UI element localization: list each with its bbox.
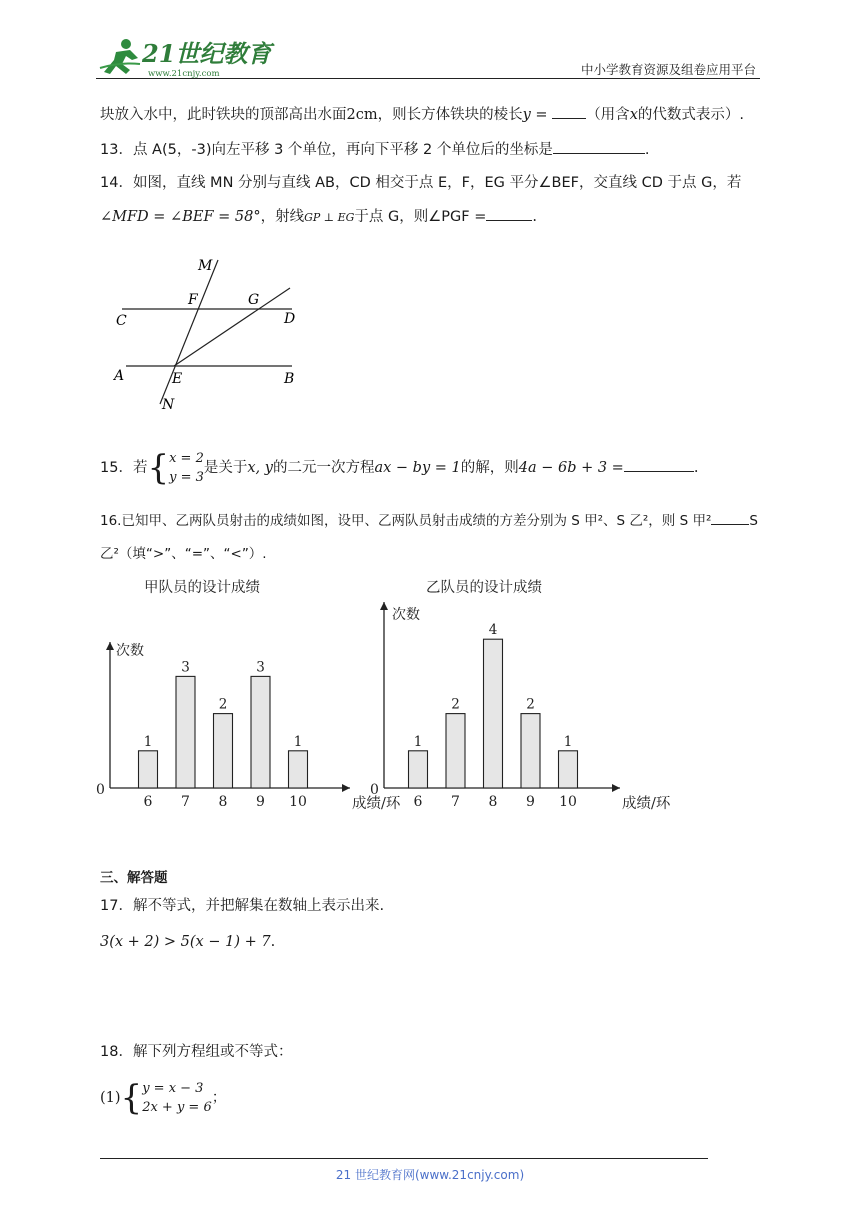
chart1-tick-6: 6 [143,794,153,810]
chart1-bar-value-8: 2 [218,696,228,713]
chart2-y-axis-arrow [380,602,388,610]
q14-line2: ∠MFD = ∠BEF = 58°，射线GP ⊥ EG于点 G，则∠PGF = . [100,206,537,228]
chart2-bar-10 [559,751,578,788]
chart2-tick-6: 6 [413,794,423,810]
label-b: B [284,371,295,387]
logo-url: www.21cnjy.com [148,69,220,79]
q14-line1: 14．如图，直线 MN 分别与直线 AB，CD 相交于点 E，F，EG 平分∠BEF，交直线 CD 于点 G，若 [100,175,742,191]
chart1-tick-9: 9 [256,794,265,810]
chart1-y-label: 次数 [116,643,144,659]
q14-answer-blank[interactable] [486,206,532,221]
chart2-bar-value-10: 1 [563,733,573,750]
chart1-bar-value-10: 1 [293,733,303,750]
chart1-tick-8: 8 [218,794,228,810]
chart1-x-axis-arrow [342,784,350,792]
chart1-tick-10: 10 [289,794,307,810]
q16-line1: 16.已知甲、乙两队员射击的成绩如图，设甲、乙两队员射击成绩的方差分别为 S 甲²、S 乙²，则 S 甲² S [100,510,758,531]
label-a: A [114,368,125,384]
label-m: M [198,258,213,274]
chart2-bar-6 [409,751,428,788]
chart1-tick-7: 7 [181,794,190,810]
chart2-title: 乙队员的设计成绩 [426,580,542,596]
label-c: C [116,313,127,329]
label-e: E [172,371,183,387]
chart2-bar-8 [484,639,503,788]
q15: 15．若{x = 2 y = 3是关于x, y的二元一次方程ax − by = 1的解，则4a − 6b + 3 = . [100,448,699,488]
q13-answer-blank[interactable] [553,139,645,154]
label-n: N [162,397,175,413]
chart2-bar-7 [446,714,465,788]
chart1-x-label: 成绩/环 [352,796,401,812]
section-title: 三、解答题 [100,870,168,886]
chart2-y-label: 次数 [392,607,420,623]
site-logo [96,34,272,80]
chart1-bar-10 [289,751,308,788]
q16-answer-blank[interactable] [711,510,749,525]
chart1-bar-6 [139,751,158,788]
chart2-bar-9 [521,714,540,788]
q16-bar-charts [96,572,671,822]
label-f: F [188,292,198,308]
chart1-y-axis-arrow [106,642,114,650]
q13: 13．点 A(5，-3)向左平移 3 个单位，再向下平移 2 个单位后的坐标是 . [100,139,649,160]
chart1-bar-7 [176,676,195,788]
q18-system: y = x − 3 2x + y = 6 [142,1081,212,1115]
chart1-bar-value-7: 3 [181,659,190,676]
q15-system: x = 2 y = 3 [169,451,204,485]
chart1-bar-8 [214,714,233,788]
q18-part1: (1){y = x − 3 2x + y = 6； [100,1078,227,1118]
chart1-title: 甲队员的设计成绩 [144,580,260,596]
q14-geometry-figure [108,252,308,412]
q12-tail: 块放入水中，此时铁块的顶部高出水面2cm，则长方体铁块的棱长y = （用含x的代数式表示）. [100,104,744,125]
footer-divider [100,1158,708,1159]
chart2-bar-value-7: 2 [451,696,460,713]
q12-answer-blank[interactable] [552,104,586,119]
chart2-x-axis-arrow [612,784,620,792]
chart1-bar-value-6: 1 [143,733,153,750]
chart2-bar-value-8: 4 [488,622,498,639]
q17-text: 17．解不等式，并把解集在数轴上表示出来. [100,898,385,914]
label-d: D [284,311,296,327]
chart1-origin-label: 0 [96,782,105,798]
q18-text: 18．解下列方程组或不等式： [100,1044,293,1060]
logo-text: 21世纪教育 [142,39,272,68]
chart1-bar-value-9: 3 [256,659,265,676]
chart2-tick-9: 9 [526,794,535,810]
chart2-tick-8: 8 [488,794,498,810]
platform-title: 中小学教育资源及组卷应用平台 [580,62,756,77]
logo-graphic [96,34,272,80]
chart2-bar-value-6: 1 [413,733,423,750]
chart2-tick-10: 10 [559,794,577,810]
q15-answer-blank[interactable] [624,457,694,472]
chart2-tick-7: 7 [451,794,460,810]
q17-expr: 3(x + 2) > 5(x − 1) + 7. [100,934,276,950]
chart1-bar-9 [251,676,270,788]
label-g: G [248,292,260,308]
q16-line2: 乙²（填“>”、“=”、“<”）. [100,546,267,562]
line-mn [160,260,218,404]
chart2-x-label: 成绩/环 [622,796,671,812]
header-divider [96,78,760,79]
chart2-bar-value-9: 2 [526,696,535,713]
chart2-origin-label: 0 [370,782,379,798]
footer-text: 21 世纪教育网(www.21cnjy.com) [335,1168,525,1182]
